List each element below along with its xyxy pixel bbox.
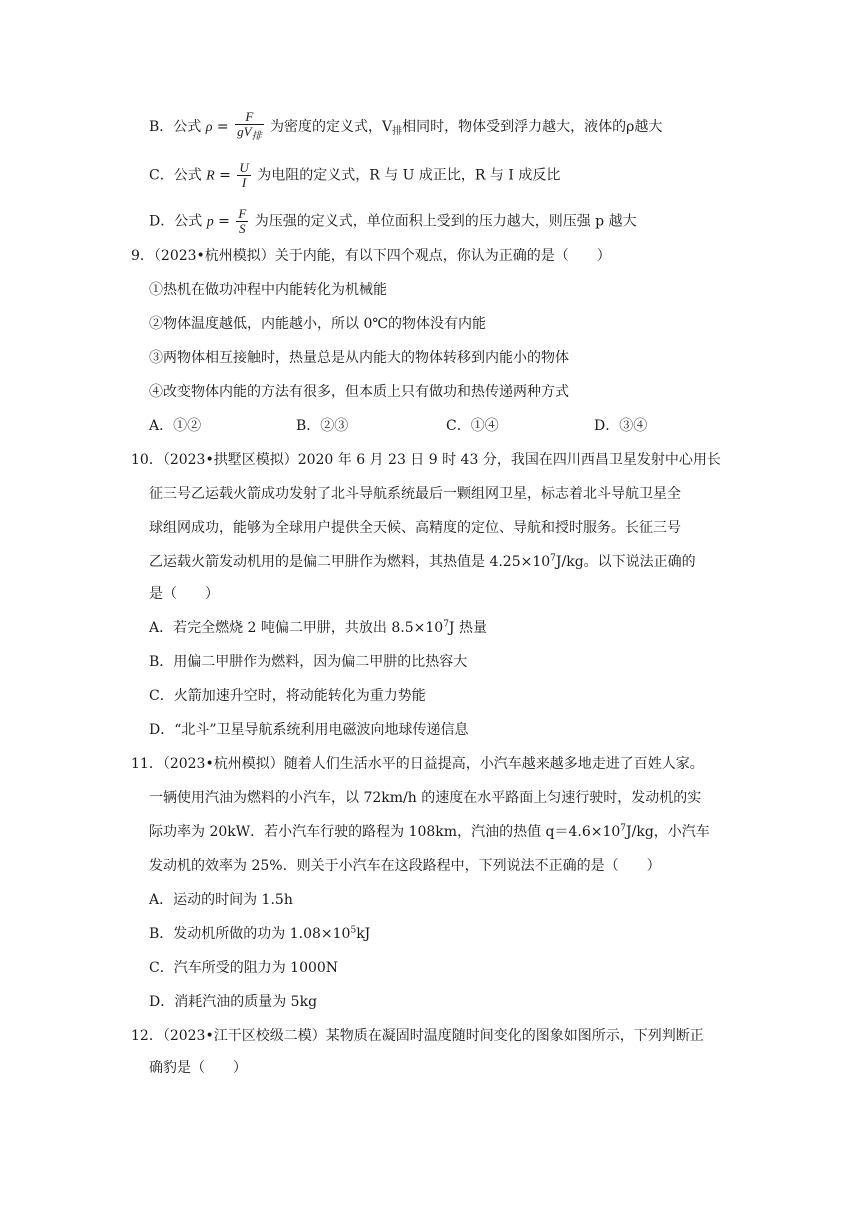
- q11-option-b: B．发动机所做的功为 $1.08\times 10^5kJ$: [149, 925, 371, 942]
- pressure-formula-fraction: $\frac{F}{S}$: [238, 206, 247, 236]
- q8-option-d: D．公式 p = $\frac{F}{S}$ 为压强的定义式，单位面积上受到的压力越大，则压强 p 越大: [149, 206, 637, 236]
- q10-stem-line-3: 球组网成功，能够为全球用户提供全天候、高精度的定位、导航和授时服务。长征三号: [149, 520, 681, 536]
- q10-option-c: C．火箭加速升空时，将动能转化为重力势能: [149, 688, 426, 704]
- q9-option-c: C．①④: [446, 418, 499, 434]
- q11-option-c: C．汽车所受的阻力为 1000N: [149, 960, 339, 976]
- q10-stem-line-1: 10．（2023•拱墅区模拟）2020 年 6 月 23 日 9 时 43 分，我国在四川西昌卫星发射中心用长: [131, 452, 721, 468]
- q9-option-a: A．①②: [149, 418, 202, 434]
- q9-option-d: D．③④: [594, 418, 648, 434]
- q10-stem-line-2: 征三号乙运载火箭成功发射了北斗导航系统最后一颗组网卫星，标志着北斗导航卫星全: [149, 486, 681, 502]
- q8-option-b: B．公式 ρ = $\frac{F}{gV_排}$ 为密度的定义式，$V_排$相同时，物体受到浮力越大，液体的ρ越大: [149, 109, 663, 142]
- q12-stem-line-1: 12．（2023•江干区校级二模）某物质在凝固时温度随时间变化的图象如图所示，下列判断正: [131, 1028, 704, 1044]
- q10-stem-line-4: 乙运载火箭发动机用的是偏二甲肼作为燃料，其热值是 $4.25\times 10^7J/kg$。以下说法正确的: [149, 553, 696, 570]
- q12-stem-line-2: 确豹是（ ）: [149, 1060, 247, 1076]
- q11-stem-line-3: 际功率为 20kW．若小汽车行驶的路程为 108km，汽油的热值 $q=4.6\times 10^7J/kg$，小汽车: [149, 823, 710, 840]
- q9-statement-1: ①热机在做功冲程中内能转化为机械能: [149, 282, 387, 298]
- q11-stem-line-4: 发动机的效率为 25%．则关于小汽车在这段路程中，下列说法不正确的是（ ）: [149, 858, 661, 874]
- q11-option-d: D．消耗汽油的质量为 5kg: [149, 994, 318, 1010]
- q11-option-a: A．运动的时间为 1.5h: [149, 892, 293, 908]
- q10-option-d: D．“北斗”卫星导航系统利用电磁波向地球传递信息: [149, 722, 469, 738]
- q8-option-c: C．公式 R = $\frac{U}{I}$ 为电阻的定义式，R 与 U 成正比，R 与 I 成反比: [149, 160, 561, 190]
- q11-stem-line-2: 一辆使用汽油为燃料的小汽车，以 72km/h 的速度在水平路面上匀速行驶时，发动机的实: [149, 790, 702, 806]
- q9-stem: 9．（2023•杭州模拟）关于内能，有以下四个观点，你认为正确的是（ ）: [131, 248, 611, 264]
- q10-option-a: A．若完全燃烧 2 吨偏二甲肼，共放出 $8.5\times 10^7J$ 热量: [149, 619, 487, 636]
- q9-statement-3: ③两物体相互接触时，热量总是从内能大的物体转移到内能小的物体: [149, 350, 569, 366]
- q10-stem-line-5: 是（ ）: [149, 586, 219, 602]
- q9-statement-2: ②物体温度越低，内能越小，所以 0℃的物体没有内能: [149, 316, 487, 332]
- q11-stem-line-1: 11．（2023•杭州模拟）随着人们生活水平的日益提高，小汽车越来越多地走进了百姓人家。: [131, 756, 704, 772]
- q10-option-b: B．用偏二甲肼作为燃料，因为偏二甲肼的比热容大: [149, 654, 468, 670]
- q9-option-b: B．②③: [296, 418, 349, 434]
- density-formula-fraction: $\frac{F}{gV_排}$: [237, 109, 262, 142]
- resistance-formula-fraction: $\frac{U}{I}$: [239, 160, 249, 190]
- q9-statement-4: ④改变物体内能的方法有很多，但本质上只有做功和热传递两种方式: [149, 384, 569, 400]
